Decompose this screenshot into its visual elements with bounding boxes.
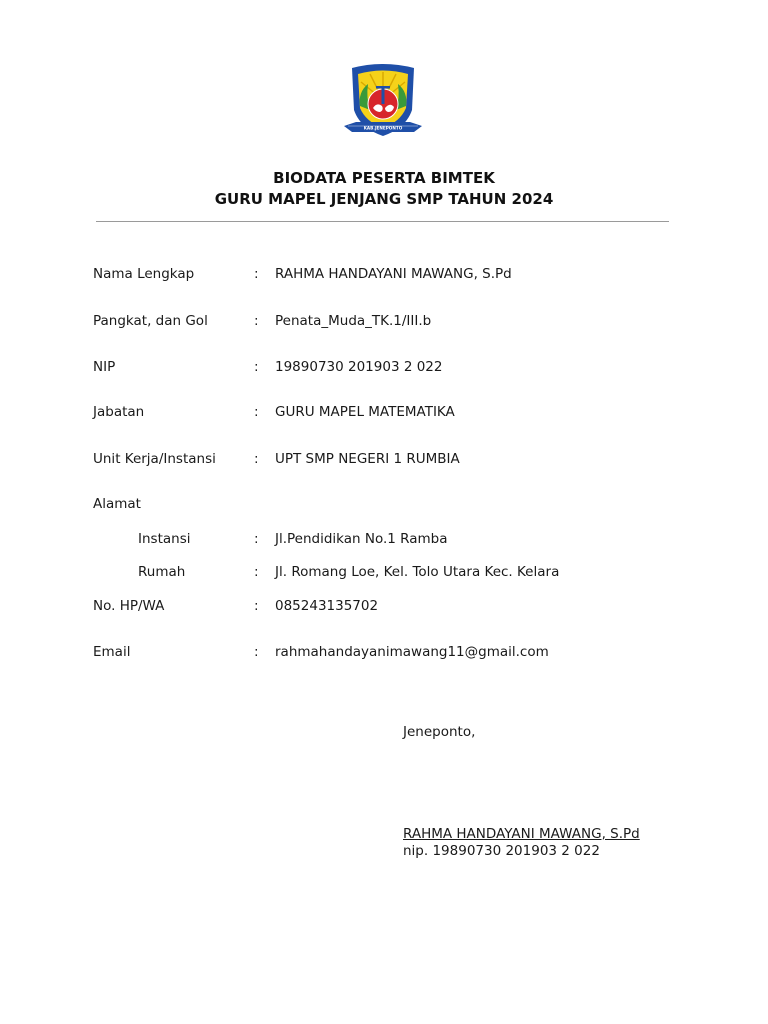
document-title-line1: BIODATA PESERTA BIMTEK bbox=[273, 169, 495, 187]
field-value: RAHMA HANDAYANI MAWANG, S.Pd bbox=[275, 266, 512, 282]
field-value: Penata_Muda_TK.1/III.b bbox=[275, 313, 432, 329]
signature-name: RAHMA HANDAYANI MAWANG, S.Pd bbox=[403, 826, 640, 842]
field-label: Rumah bbox=[138, 564, 186, 580]
signature-nip: nip. 19890730 201903 2 022 bbox=[403, 843, 600, 859]
field-label: Pangkat, dan Gol bbox=[93, 313, 208, 329]
field-row-alamat-instansi bbox=[0, 531, 768, 549]
field-row-unit-kerja bbox=[0, 451, 768, 469]
field-label: No. HP/WA bbox=[93, 598, 165, 614]
field-row-nama-lengkap bbox=[0, 266, 768, 284]
field-value: Jl. Romang Loe, Kel. Tolo Utara Kec. Kelara bbox=[275, 564, 560, 580]
kab-jeneponto-logo bbox=[340, 62, 426, 144]
field-colon: : bbox=[254, 564, 259, 580]
field-row-alamat bbox=[0, 496, 768, 514]
field-label: Jabatan bbox=[93, 404, 145, 420]
field-value: 085243135702 bbox=[275, 598, 379, 614]
field-colon: : bbox=[254, 266, 259, 282]
field-label: Alamat bbox=[93, 496, 141, 512]
field-row-jabatan bbox=[0, 404, 768, 422]
logo-banner-text: KAB.JENEPONTO bbox=[363, 125, 403, 131]
field-label: Nama Lengkap bbox=[93, 266, 195, 282]
document-title-line2: GURU MAPEL JENJANG SMP TAHUN 2024 bbox=[214, 190, 554, 208]
field-row-hp-wa bbox=[0, 598, 768, 616]
field-colon: : bbox=[254, 531, 259, 547]
field-row-pangkat bbox=[0, 313, 768, 331]
field-label: Instansi bbox=[138, 531, 191, 547]
field-colon: : bbox=[254, 644, 259, 660]
field-colon: : bbox=[254, 451, 259, 467]
signature-place: Jeneponto, bbox=[403, 724, 476, 740]
field-value: rahmahandayanimawang11@gmail.com bbox=[275, 644, 549, 660]
field-label: Email bbox=[93, 644, 131, 660]
field-row-alamat-rumah bbox=[0, 564, 768, 582]
field-label: NIP bbox=[93, 359, 116, 375]
field-value: GURU MAPEL MATEMATIKA bbox=[275, 404, 455, 420]
field-value: 19890730 201903 2 022 bbox=[275, 359, 443, 375]
field-row-nip bbox=[0, 359, 768, 377]
field-colon: : bbox=[254, 313, 259, 329]
field-label: Unit Kerja/Instansi bbox=[93, 451, 216, 467]
field-value: Jl.Pendidikan No.1 Ramba bbox=[275, 531, 448, 547]
field-colon: : bbox=[254, 404, 259, 420]
field-colon: : bbox=[254, 359, 259, 375]
field-colon: : bbox=[254, 598, 259, 614]
field-row-email bbox=[0, 644, 768, 662]
field-value: UPT SMP NEGERI 1 RUMBIA bbox=[275, 451, 460, 467]
title-divider bbox=[96, 221, 669, 222]
